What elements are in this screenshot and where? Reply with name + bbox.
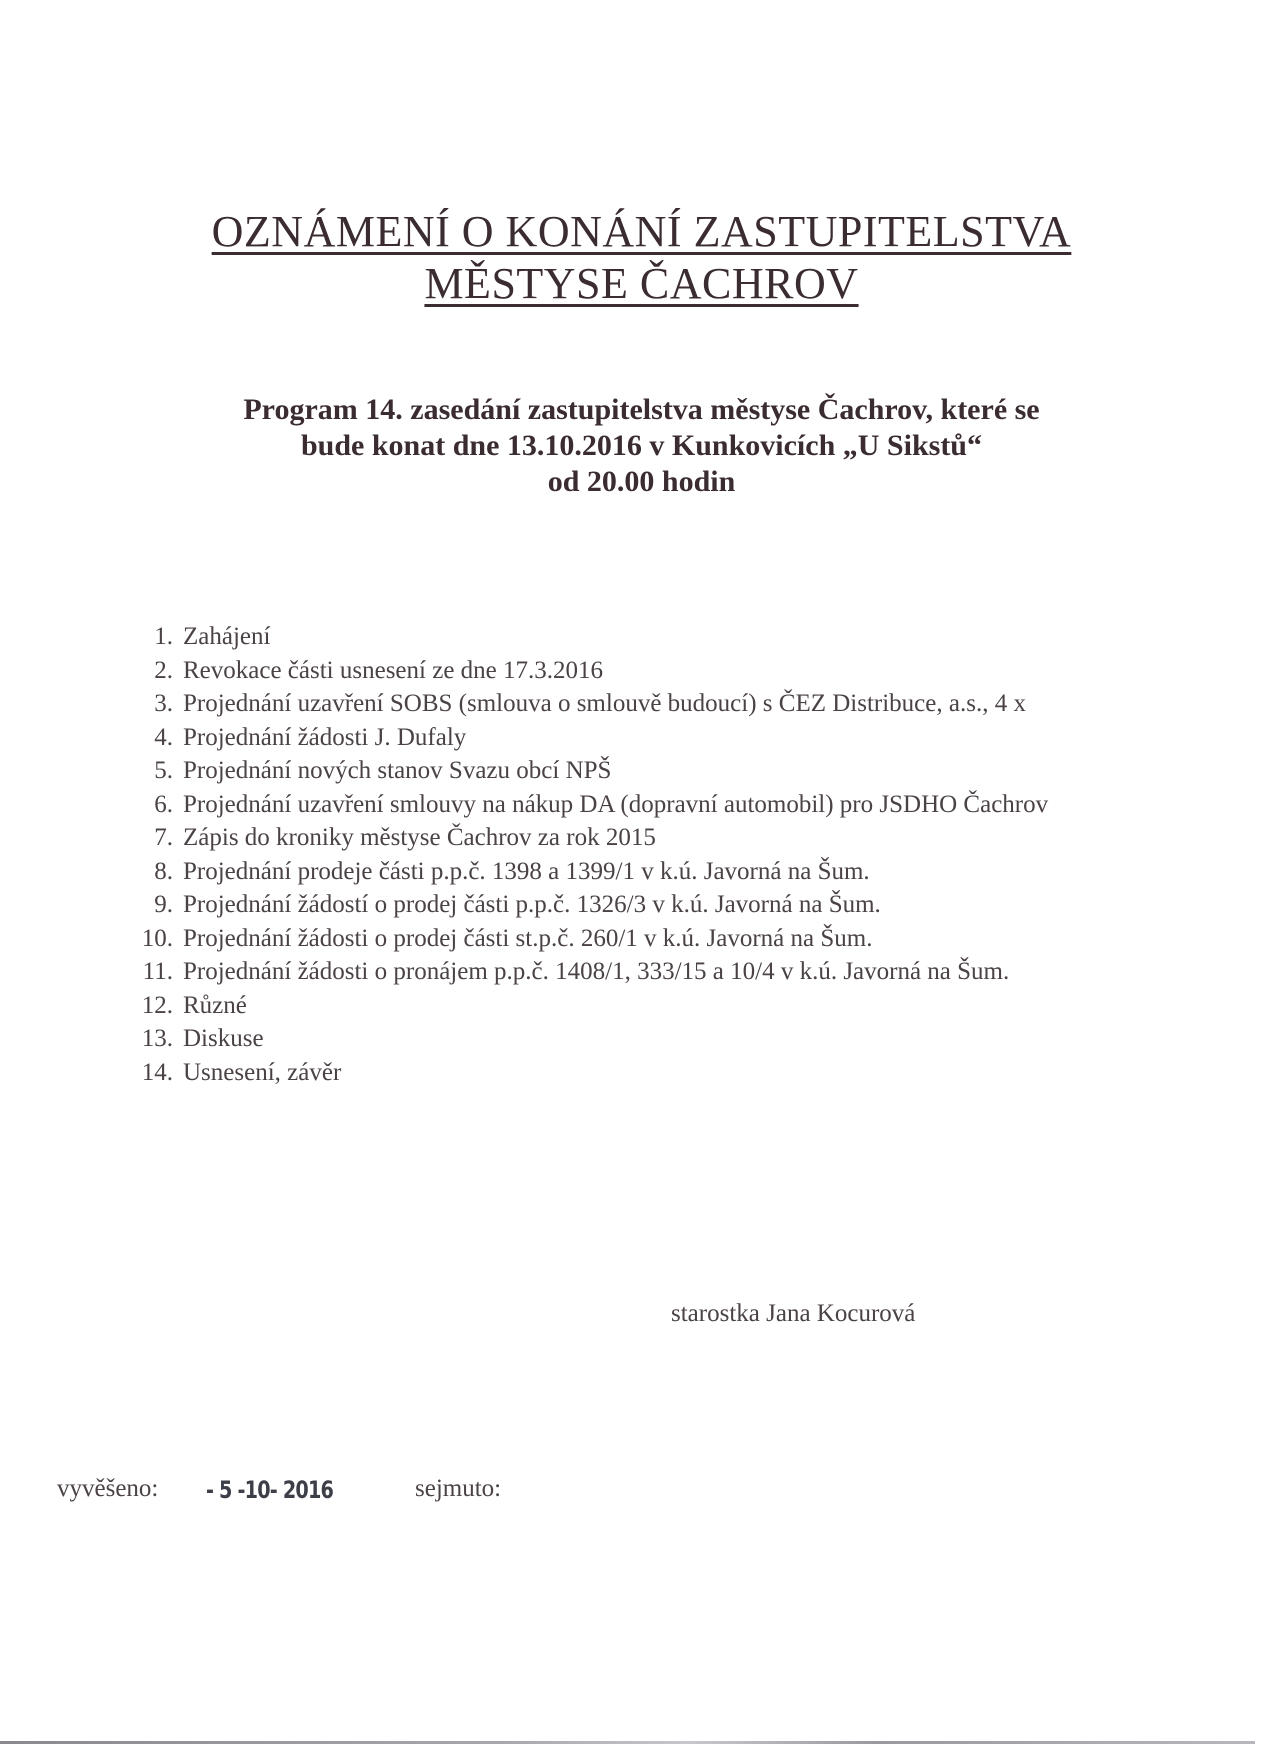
- agenda-item: [110, 1056, 1110, 1090]
- agenda-item-text: Projednání uzavření smlouvy na nákup DA (dopravní automobil) pro JSDHO Čachrov: [183, 790, 1049, 818]
- agenda-item-text: Projednání uzavření SOBS (smlouva o smlouvě budoucí) s ČEZ Distribuce, a.s., 4 x: [183, 690, 1026, 717]
- agenda-item-text: Projednání nových stanov Svazu obcí NPŠ: [183, 757, 612, 784]
- agenda-item-text: Zápis do kroniky městyse Čachrov za rok 2015: [183, 824, 656, 851]
- agenda-item-text: Projednání žádosti J. Dufaly: [183, 723, 467, 751]
- agenda-item-number: 4.: [154, 723, 173, 751]
- program-line: od 20.00 hodin: [547, 465, 736, 498]
- title-line-1: [0, 206, 1283, 258]
- posted-date-stamp: - 5 -10- 2016: [206, 1476, 334, 1504]
- agenda-item-number: 13.: [141, 1025, 173, 1052]
- title-line-2-text: MĚSTYSE ČACHROV: [424, 259, 859, 308]
- agenda-item: [110, 788, 1110, 822]
- agenda-item-number: 8.: [154, 857, 173, 885]
- agenda-item-text: Různé: [183, 991, 247, 1019]
- agenda-item-number: 14.: [141, 1058, 173, 1086]
- agenda-item: [110, 855, 1110, 889]
- agenda-item: [110, 955, 1110, 989]
- agenda-item: [110, 821, 1110, 855]
- agenda-list: [110, 620, 1110, 1089]
- agenda-item-number: 10.: [141, 924, 173, 952]
- agenda-item-number: 9.: [154, 891, 173, 918]
- agenda-item-number: 11.: [142, 958, 173, 985]
- agenda-item-text: Projednání prodeje části p.p.č. 1398 a 1399/1 v k.ú. Javorná na Šum.: [183, 857, 870, 885]
- agenda-item-number: 1.: [154, 623, 173, 650]
- scan-edge-divider: [0, 1741, 1255, 1744]
- agenda-item: [110, 620, 1110, 654]
- agenda-item: [110, 888, 1110, 922]
- agenda-item-text: Diskuse: [183, 1025, 264, 1052]
- title-line-1-text: OZNÁMENÍ O KONÁNÍ ZASTUPITELSTVA: [211, 207, 1072, 256]
- title-line-2: [0, 258, 1283, 310]
- program-heading: [0, 392, 1283, 500]
- agenda-item-text: Revokace části usnesení ze dne 17.3.2016: [183, 656, 604, 684]
- agenda-item-number: 6.: [154, 790, 173, 818]
- agenda-item-number: 7.: [154, 824, 173, 851]
- agenda-item: [110, 754, 1110, 788]
- agenda-item-number: 2.: [154, 656, 173, 684]
- agenda-item-text: Projednání žádosti o pronájem p.p.č. 1408/1, 333/15 a 10/4 v k.ú. Javorná na Šum.: [183, 958, 1010, 985]
- signature-line: starostka Jana Kocurová: [671, 1300, 916, 1327]
- agenda-item: [110, 654, 1110, 688]
- agenda-item: [110, 721, 1110, 755]
- agenda-item: [110, 1022, 1110, 1056]
- removed-label: sejmuto:: [415, 1475, 502, 1502]
- agenda-item: [110, 989, 1110, 1023]
- agenda-item-number: 12.: [141, 991, 173, 1019]
- agenda-item-number: 3.: [154, 690, 173, 717]
- agenda-item-text: Usnesení, závěr: [183, 1058, 342, 1086]
- posted-label: vyvěšeno:: [57, 1475, 159, 1502]
- agenda-item: [110, 687, 1110, 721]
- agenda-item-text: Projednání žádostí o prodej části p.p.č. 1326/3 v k.ú. Javorná na Šum.: [183, 891, 881, 918]
- agenda-item: [110, 922, 1110, 956]
- program-line: Program 14. zasedání zastupitelstva městyse Čachrov, které se: [243, 393, 1040, 426]
- agenda-item-text: Zahájení: [183, 623, 271, 650]
- agenda-item-text: Projednání žádosti o prodej části st.p.č. 260/1 v k.ú. Javorná na Šum.: [183, 924, 873, 952]
- agenda-item-number: 5.: [154, 757, 173, 784]
- program-line: bude konat dne 13.10.2016 v Kunkovicích „U Sikstů“: [300, 429, 982, 462]
